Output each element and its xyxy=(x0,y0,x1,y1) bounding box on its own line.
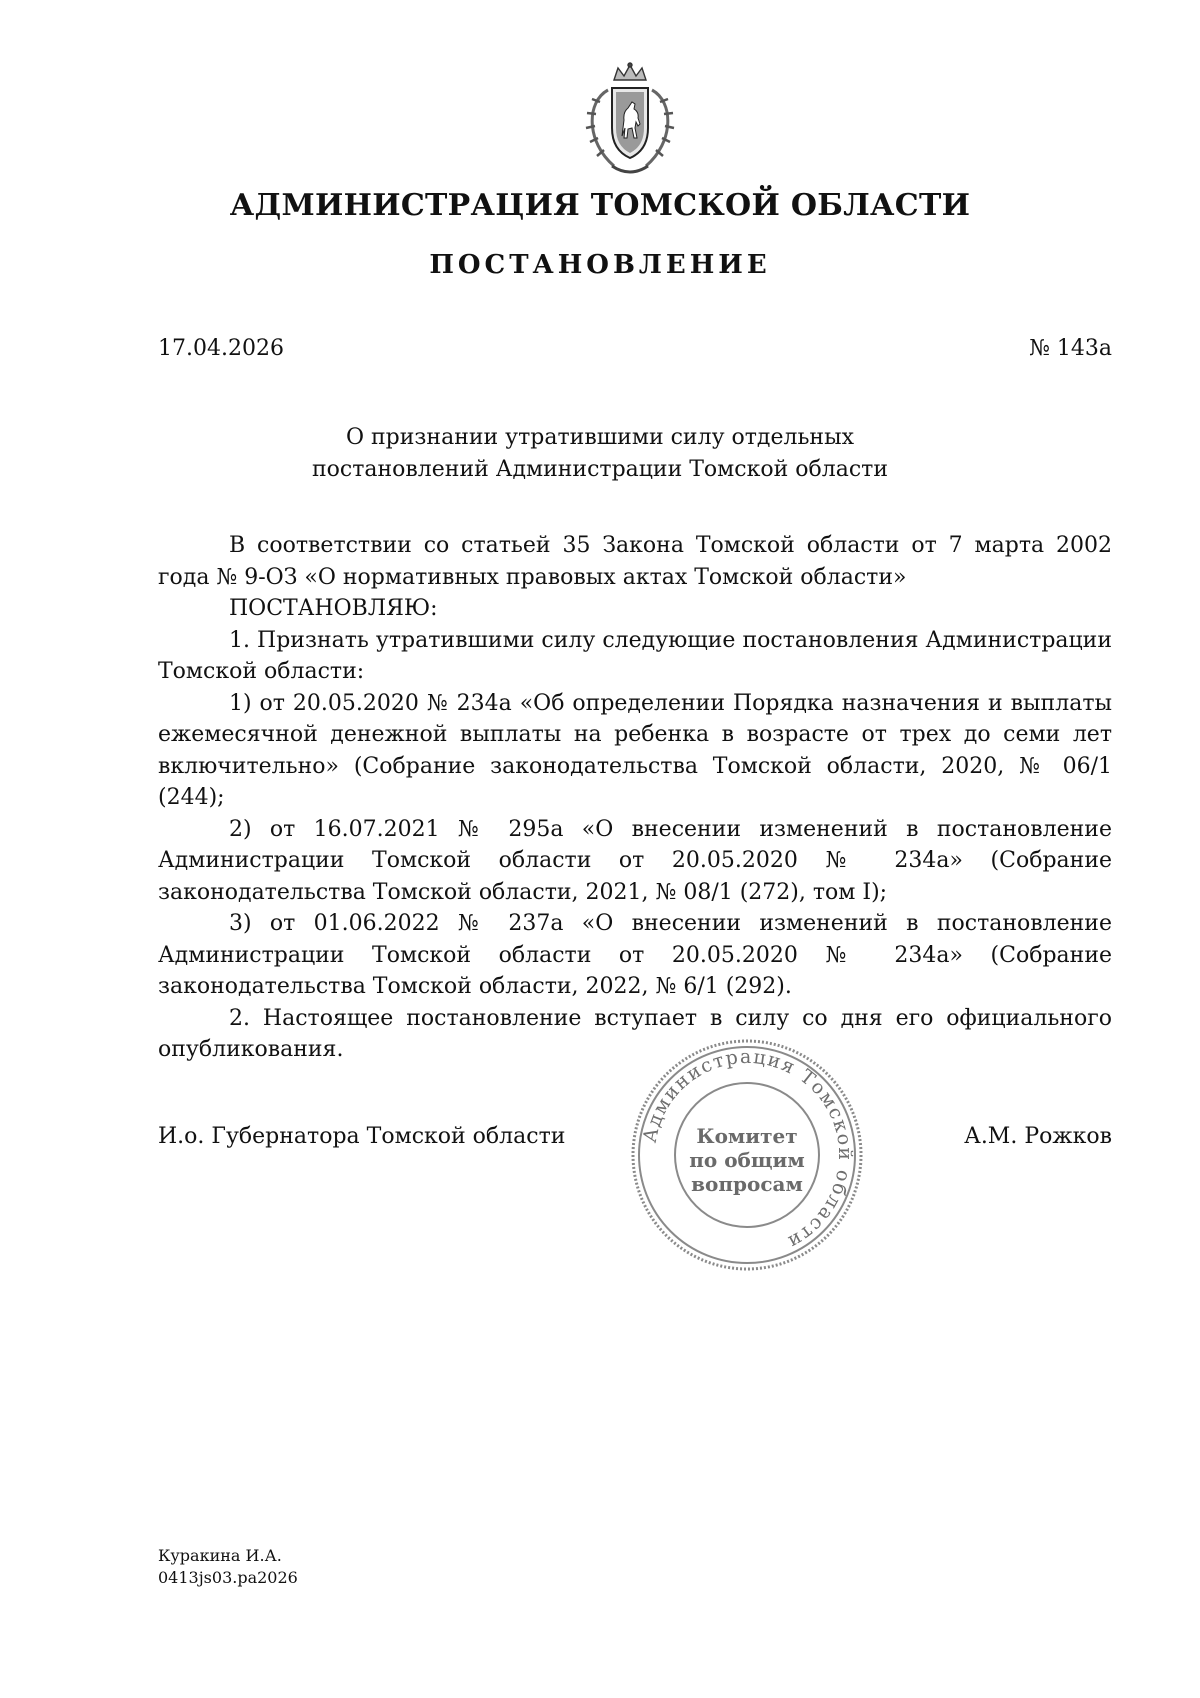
executor-block xyxy=(158,1545,298,1589)
clause-1-item-2: 2) от 16.07.2021 № 295а «О внесении изменений в постановление Администрации Томской области от 20.05.2020 № 234а» (Собрание законодательства Томской области, 2021, № 08/1 (272), том I); xyxy=(158,816,1112,905)
stamp-center-line-2: по общим xyxy=(689,1148,805,1172)
preamble-paragraph: В соответствии со статьей 35 Закона Томской области от 7 марта 2002 года № 9-ОЗ «О нормативных правовых актах Томской области» xyxy=(158,533,1112,590)
stamp-center-line-1: Комитет xyxy=(696,1124,798,1148)
stamp-center-line-3: вопросам xyxy=(691,1172,803,1196)
coat-of-arms-icon xyxy=(578,62,682,182)
document-subject xyxy=(0,422,1200,486)
executor-name: Куракина И.А. xyxy=(158,1546,282,1565)
organization-title: АДМИНИСТРАЦИЯ ТОМСКОЙ ОБЛАСТИ xyxy=(229,188,971,223)
document-number: № 143а xyxy=(1029,336,1112,361)
stamp-ring-text: Администрация Томской области xyxy=(638,1045,857,1254)
document-date: 17.04.2026 xyxy=(158,336,284,361)
clause-1-item-3: 3) от 01.06.2022 № 237а «О внесении изменений в постановление Администрации Томской области от 20.05.2020 № 234а» (Собрание законодательства Томской области, 2022, № 6/1 (292). xyxy=(158,911,1112,999)
subject-line-1: О признании утратившими силу отдельных xyxy=(345,425,855,450)
clause-1: 1. Признать утратившими силу следующие постановления Администрации Томской области: xyxy=(158,627,1112,684)
document-type: ПОСТАНОВЛЕНИЕ xyxy=(429,250,771,280)
subject-line-2: постановлений Администрации Томской области xyxy=(312,457,888,482)
clause-1-item-1: 1) от 20.05.2020 № 234а «Об определении Порядка назначения и выплаты ежемесячной денежной выплаты на ребенка в возрасте от трех до семи лет включительно» (Собрание законодательства Томской области, 2020, № 06/1 (244); xyxy=(158,690,1112,810)
clause-2: 2. Настоящее постановление вступает в силу со дня его официального опубликования. xyxy=(158,1005,1112,1062)
signatory-position: И.о. Губернатора Томской области xyxy=(158,1124,566,1149)
document-body xyxy=(158,530,1112,1066)
resolution-word: ПОСТАНОВЛЯЮ: xyxy=(229,596,438,621)
signatory-name: А.М. Рожков xyxy=(964,1124,1112,1149)
official-stamp xyxy=(627,1035,867,1275)
executor-code: 0413js03.pa2026 xyxy=(158,1568,298,1587)
